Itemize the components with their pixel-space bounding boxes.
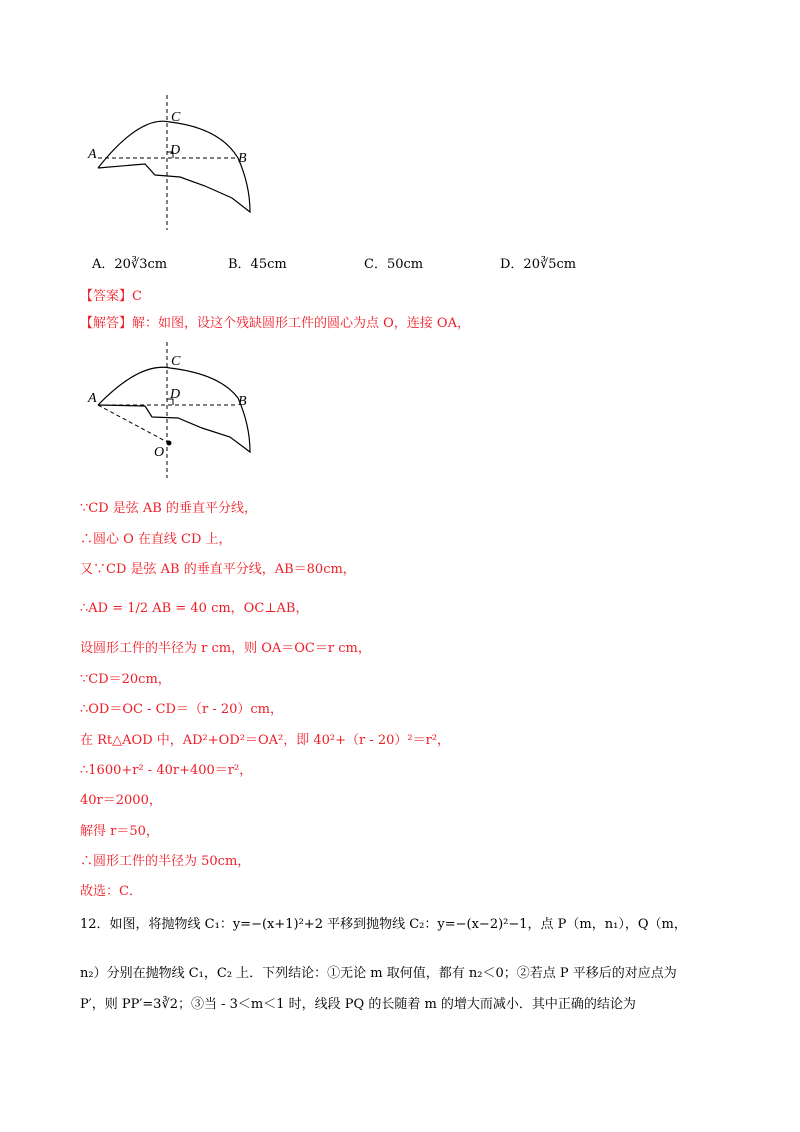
figure-1-broken-circle [80, 90, 270, 230]
label-b: B [238, 151, 247, 166]
solution-line-4: ∴AD = 1/2 AB = 40 cm，OC⊥AB， [80, 601, 309, 616]
center-point-o [167, 441, 172, 446]
broken-edge [98, 158, 250, 212]
solution-line-11: 解得 r＝50， [80, 824, 159, 839]
option-a[interactable]: A．20∛3cm [92, 257, 168, 272]
label-d: D [170, 387, 181, 402]
label-a: A [88, 147, 97, 162]
solution-line-7: ∴OD＝OC - CD＝（r - 20）cm， [80, 702, 284, 717]
figure-2-with-center-o [80, 340, 270, 480]
solution-line-10: 40r＝2000， [80, 793, 162, 808]
label-c: C [171, 354, 181, 369]
option-c[interactable]: C．50cm [364, 257, 424, 272]
solution-line-1: ∵CD 是弦 AB 的垂直平分线， [80, 501, 257, 516]
arc-ab [98, 121, 238, 168]
label-o: O [154, 445, 165, 460]
solution-line-12: ∴圆形工件的半径为 50cm， [80, 854, 251, 869]
option-d[interactable]: D．20∛5cm [500, 257, 577, 272]
label-b: B [238, 394, 247, 409]
solution-intro: 【解答】解：如图，设这个残缺圆形工件的圆心为点 O，连接 OA， [80, 316, 470, 331]
label-a: A [88, 391, 97, 406]
solution-line-2: ∴圆心 O 在直线 CD 上， [80, 532, 232, 547]
broken-edge [98, 398, 250, 452]
label-c: C [171, 110, 181, 125]
question-12-line-2: n₂）分别在抛物线 C₁，C₂ 上．下列结论：①无论 m 取何值，都有 n₂＜0；②若点 P 平移后的对应点为 [80, 966, 677, 981]
question-12-line-1: 12．如图，将抛物线 C₁：y=−(x+1)²+2 平移到抛物线 C₂：y=−(x−2)²−1，点 P（m，n₁），Q（m， [80, 917, 687, 932]
solution-line-3: 又∵CD 是弦 AB 的垂直平分线，AB＝80cm， [80, 562, 356, 577]
solution-line-9: ∴1600+r² - 40r+400＝r²， [80, 763, 253, 778]
solution-line-8: 在 Rt△AOD 中，AD²+OD²＝OA²，即 40²+（r - 20）²＝r²， [80, 733, 451, 748]
solution-line-6: ∵CD＝20cm， [80, 672, 171, 687]
segment-oa-dashed [98, 405, 169, 443]
question-12-line-3: P′，则 PP′=3∛2；③当 - 3＜m＜1 时，线段 PQ 的长随着 m 的增大而减小．其中正确的结论为 [80, 997, 636, 1012]
solution-line-5: 设圆形工件的半径为 r cm，则 OA＝OC＝r cm， [80, 641, 371, 656]
answer-line: 【答案】C [80, 289, 142, 304]
option-b[interactable]: B．45cm [228, 257, 287, 272]
label-d: D [170, 143, 181, 158]
solution-line-13: 故选：C． [80, 884, 142, 899]
